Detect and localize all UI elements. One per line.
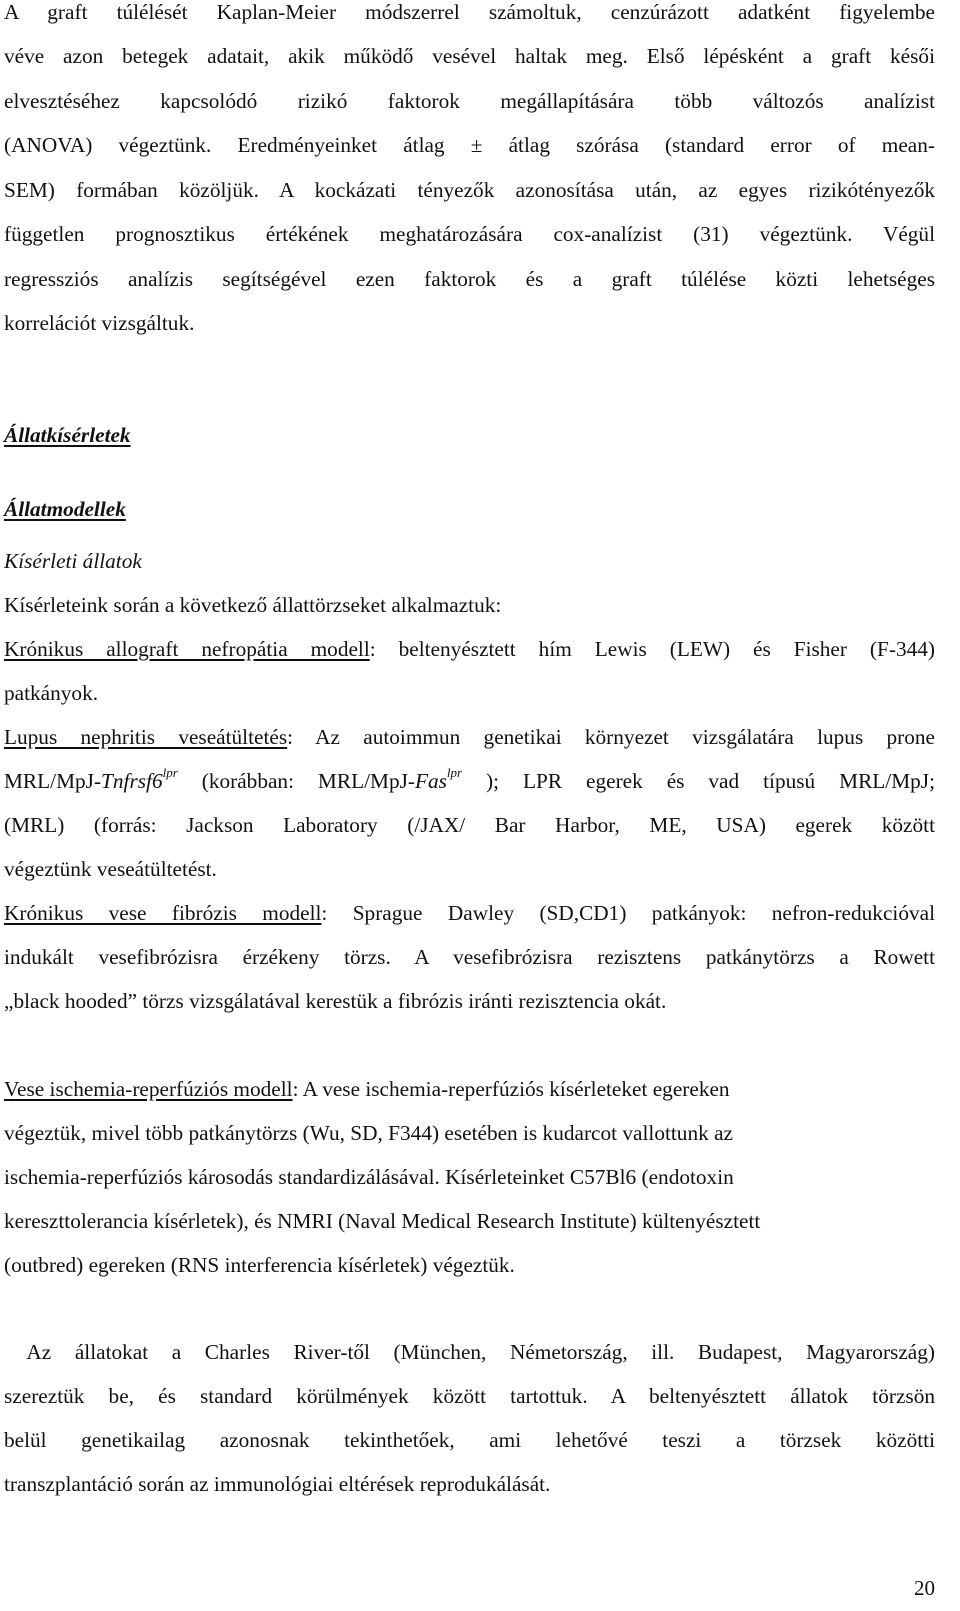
text-line: SEM) formában közöljük. A kockázati tényezők azonosítása után, az egyes rizikótényezők <box>4 178 935 202</box>
lupus-model-label: Lupus nephritis veseátültetés <box>4 725 288 749</box>
gene-name: Fas <box>414 769 447 793</box>
superscript: lpr <box>446 765 463 780</box>
text-line: elvesztéséhez kapcsolódó rizikó faktorok megállapítására több változós analízist <box>4 89 935 113</box>
ischemia-model-label: Vese ischemia-reperfúziós modell <box>4 1077 293 1101</box>
text-line: „black hooded” törzs vizsgálatával kerestük a fibrózis iránti rezisztencia okát. <box>4 989 667 1013</box>
intro-line: Kísérleteink során a következő állattörzseket alkalmaztuk: <box>4 593 502 617</box>
text-line: véve azon betegek adatait, akik működő vesével haltak meg. Első lépésként a graft késői <box>4 44 935 68</box>
text-line: (MRL) (forrás: Jackson Laboratory (/JAX/ Bar Harbor, ME, USA) egerek között <box>4 813 935 837</box>
page-number: 20 <box>914 1576 935 1600</box>
text-line: Az állatokat a Charles River-től (München, Németország, ill. Budapest, Magyarország) <box>4 1340 935 1364</box>
text-line: regressziós analízis segítségével ezen faktorok és a graft túlélése közti lehetséges <box>4 267 935 291</box>
text-span: MRL/MpJ- <box>4 769 102 793</box>
text-line: (outbred) egereken (RNS interferencia kísérletek) végeztük. <box>4 1253 515 1277</box>
subheading-kiserleti-allatok: Kísérleti állatok <box>4 549 142 573</box>
text-line: korrelációt vizsgáltuk. <box>4 311 195 335</box>
text-line: patkányok. <box>4 681 99 705</box>
lupus-strain-line <box>4 765 935 794</box>
text-line: szereztük be, és standard körülmények között tartottuk. A beltenyésztett állatok törzsön <box>4 1384 935 1408</box>
fibrosis-model-line <box>4 901 935 926</box>
text-line: (ANOVA) végeztünk. Eredményeinket átlag ± átlag szórása (standard error of mean- <box>4 133 935 157</box>
fibrosis-model-label: Krónikus vese fibrózis modell <box>4 901 322 925</box>
text-line: belül genetikailag azonosnak tekinthetőek, ami lehetővé teszi a törzsek közötti <box>4 1428 935 1452</box>
text-line: ischemia-reperfúziós károsodás standardizálásával. Kísérleteinket C57Bl6 (endotoxin <box>4 1165 734 1189</box>
allograft-model-label: Krónikus allograft nefropátia modell <box>4 637 370 661</box>
gene-name: Tnfrsf6 <box>101 769 163 793</box>
lupus-model-text: : Az autoimmun genetikai környezet vizsgálatára lupus prone <box>287 725 936 749</box>
text-line: végeztünk veseátültetést. <box>4 857 217 881</box>
text-line: végeztük, mivel több patkánytörzs (Wu, SD, F344) esetében is kudarcot vallottunk az <box>4 1121 733 1145</box>
ischemia-model-text: : A vese ischemia-reperfúziós kísérleteket egereken <box>292 1077 730 1101</box>
allograft-model-text: : beltenyésztett hím Lewis (LEW) és Fisher (F-344) <box>369 637 936 661</box>
heading-allatmodellek: Állatmodellek <box>4 497 126 521</box>
lupus-model-line <box>4 725 935 750</box>
text-span: (korábban: MRL/MpJ- <box>177 769 415 793</box>
text-line: A graft túlélését Kaplan-Meier módszerrel számoltuk, cenzúrázott adatként figyelembe <box>4 0 935 24</box>
text-line: független prognosztikus értékének meghatározására cox-analízist (31) végeztünk. Végül <box>4 222 935 246</box>
ischemia-model-line <box>4 1077 730 1102</box>
text-line: indukált vesefibrózisra érzékeny törzs. A vesefibrózisra rezisztens patkánytörzs a Rowett <box>4 945 935 969</box>
allograft-model-line <box>4 637 935 662</box>
text-span: ); LPR egerek és vad típusú MRL/MpJ; <box>462 769 935 793</box>
text-line: kereszttolerancia kísérletek), és NMRI (Naval Medical Research Institute) kültenyésztett <box>4 1209 761 1233</box>
text-line: transzplantáció során az immunológiai eltérések reprodukálását. <box>4 1472 551 1496</box>
heading-allatkiserletek: Állatkísérletek <box>4 423 131 447</box>
fibrosis-model-text: : Sprague Dawley (SD,CD1) patkányok: nefron-redukcióval <box>321 901 935 925</box>
superscript: lpr <box>162 765 178 780</box>
